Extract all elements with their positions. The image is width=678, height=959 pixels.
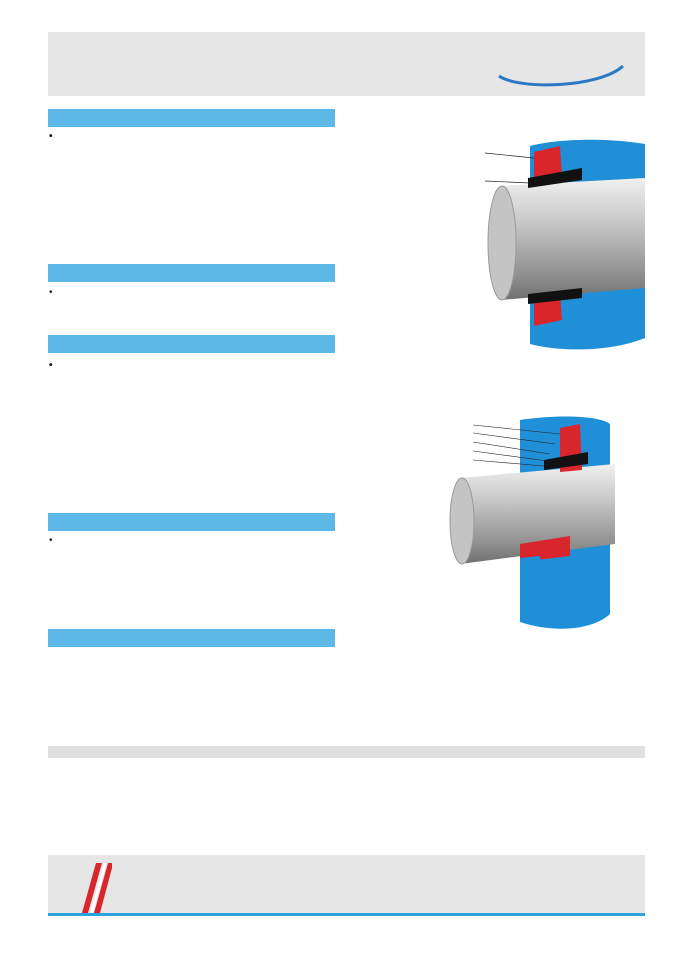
col-mop-header <box>218 746 244 758</box>
footer-divider <box>48 913 645 916</box>
hawle-logo <box>489 42 629 88</box>
col-code-header <box>48 746 78 758</box>
flange-7601-illustration <box>420 414 645 634</box>
flange-7101-illustration <box>450 138 645 352</box>
section-bar-7601 <box>48 335 335 353</box>
table-header-row <box>48 746 645 758</box>
section-bar-montaggio-2 <box>48 513 335 531</box>
footer-bar <box>48 855 645 913</box>
section-bar-materiale <box>48 629 335 647</box>
page-header <box>48 32 645 96</box>
col-article-header <box>78 746 218 758</box>
col-group-header <box>244 746 645 758</box>
section-bar-montaggio-1 <box>48 264 335 282</box>
austria-badge <box>78 860 112 913</box>
dn-table <box>48 746 645 758</box>
section-bar-7101 <box>48 109 335 127</box>
